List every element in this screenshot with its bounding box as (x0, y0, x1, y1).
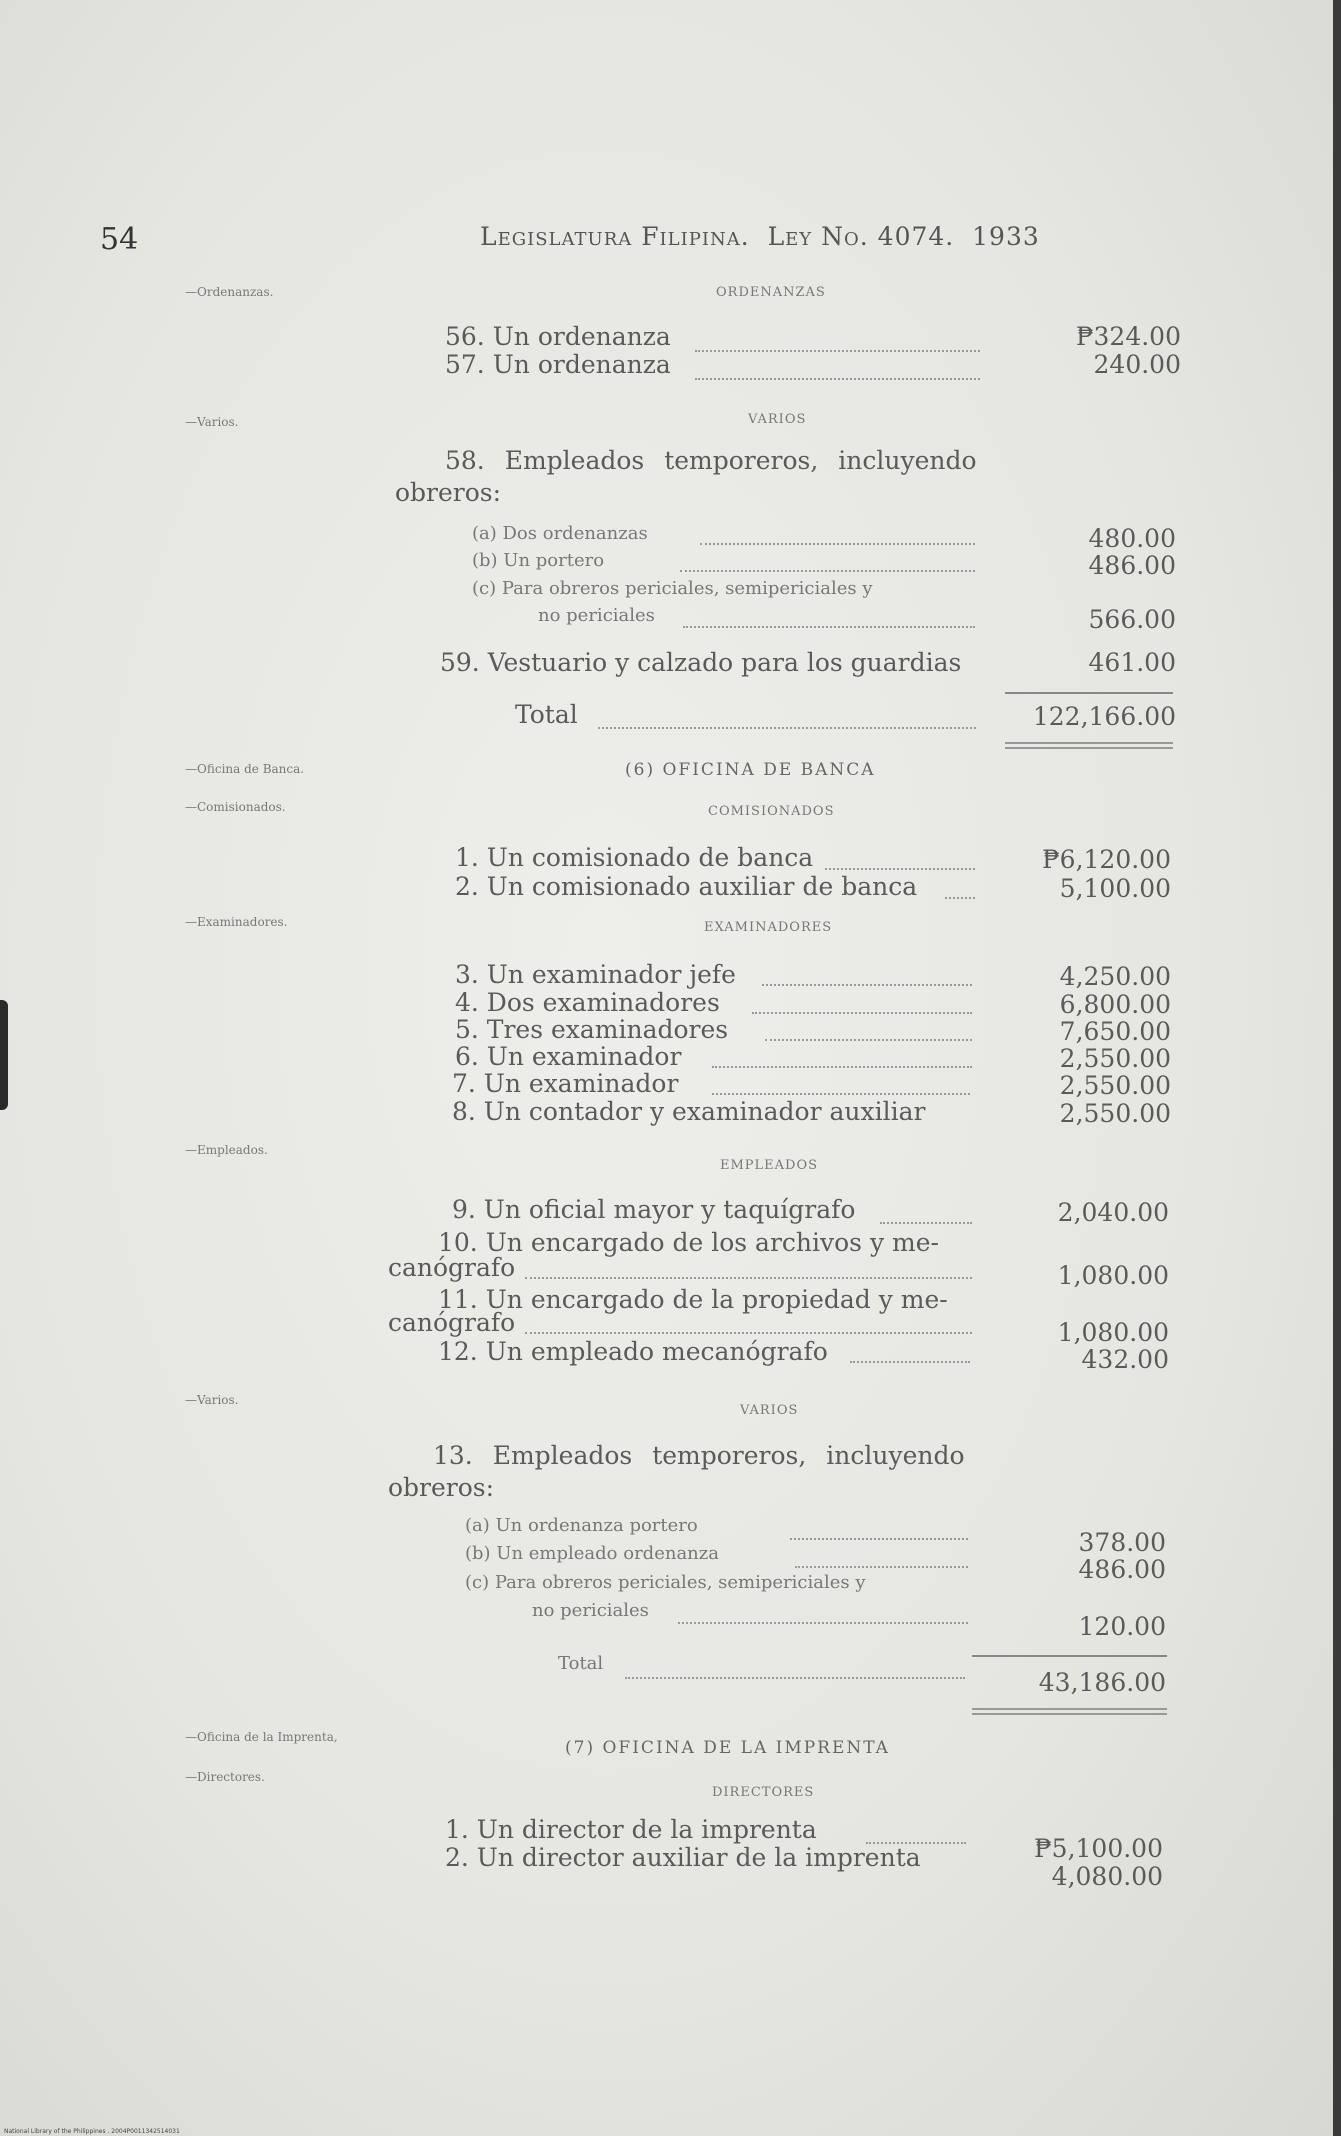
scan-edge (1333, 0, 1341, 2136)
item-label: 1. Un director de la imprenta (445, 1815, 817, 1844)
margin-note-comisionados: —Comisionados. (185, 800, 286, 814)
scan-tab (0, 1000, 8, 1110)
item-label: 3. Un examinador jefe (455, 960, 736, 989)
item-amount: 6,800.00 (1059, 990, 1171, 1019)
item-amount: 7,650.00 (1059, 1017, 1171, 1046)
item-amount: 566.00 (1088, 605, 1176, 634)
item-label: (a) Dos ordenanzas (472, 523, 648, 544)
leader-dots (795, 1566, 968, 1568)
item-amount: 486.00 (1078, 1555, 1166, 1584)
item-amount: 480.00 (1088, 524, 1176, 553)
scan-footer: National Library of the Philippines . 2004P0011342514031 (4, 2128, 180, 2135)
margin-note-directores: —Directores. (185, 1770, 265, 1784)
section-examinadores: EXAMINADORES (704, 920, 833, 935)
leader-dots (752, 1012, 972, 1014)
line-item (445, 322, 671, 351)
leader-dots (683, 626, 975, 628)
total-label: Total (558, 1653, 604, 1674)
item-label: (b) Un portero (472, 550, 605, 571)
line-item (445, 350, 671, 379)
item-amount: 461.00 (1088, 648, 1176, 677)
item-paragraph: 58. Empleados temporeros, incluyendo obreros: (395, 446, 977, 507)
item-label: 7. Un examinador (452, 1069, 679, 1098)
item-amount: 378.00 (1078, 1528, 1166, 1557)
item-label: 9. Un oficial mayor y taquígrafo (452, 1195, 856, 1224)
item-label: 2. Un comisionado auxiliar de banca (455, 872, 918, 901)
page-number: 54 (100, 222, 139, 257)
leader-dots (712, 1066, 972, 1068)
item-amount: 4,250.00 (1059, 962, 1171, 991)
item-amount: 486.00 (1088, 551, 1176, 580)
leader-dots (678, 1622, 968, 1624)
leader-dots (712, 1093, 970, 1095)
item-label: 56. Un ordenanza (445, 322, 671, 351)
leader-dots (525, 1277, 972, 1279)
section-comisionados: COMISIONADOS (708, 804, 835, 819)
item-label: canógrafo (388, 1253, 516, 1282)
item-label: 2. Un director auxiliar de la imprenta (445, 1843, 921, 1872)
section-varios-2: VARIOS (740, 1403, 799, 1418)
leader-dots (598, 727, 976, 729)
section-varios: VARIOS (748, 412, 807, 427)
leader-dots (945, 897, 975, 899)
item-label: no periciales (538, 605, 655, 626)
item-label: (a) Un ordenanza portero (465, 1515, 698, 1536)
leader-dots (762, 984, 972, 986)
section-ordenanzas: ORDENANZAS (716, 285, 826, 300)
item-label: 12. Un empleado mecanógrafo (438, 1337, 828, 1366)
item-amount: ₱324.00 (1075, 322, 1181, 351)
item-label: 5. Tres examinadores (455, 1015, 729, 1044)
item-label: 4. Dos examinadores (455, 988, 720, 1017)
item-label: 1. Un comisionado de banca (455, 843, 814, 872)
item-amount: 1,080.00 (1057, 1318, 1169, 1347)
section-empleados: EMPLEADOS (720, 1158, 819, 1173)
item-label: (b) Un empleado ordenanza (465, 1543, 719, 1564)
total-amount: 122,166.00 (1032, 702, 1176, 731)
item-amount: 240.00 (1093, 350, 1181, 379)
sum-rule (1005, 692, 1173, 694)
leader-dots (695, 378, 980, 380)
margin-note-empleados: —Empleados. (185, 1143, 268, 1157)
header-law: Ley No. 4074. (767, 222, 955, 251)
item-label: no periciales (532, 1600, 649, 1621)
item-amount: ₱5,100.00 (1034, 1834, 1163, 1863)
total-double-rule (1005, 742, 1173, 749)
leader-dots (825, 868, 975, 870)
section-oficina-banca: (6) OFICINA DE BANCA (625, 760, 876, 780)
margin-note-examinadores: —Examinadores. (185, 915, 288, 929)
item-label: (c) Para obreros periciales, semipericiales y (472, 578, 873, 599)
leader-dots (625, 1677, 965, 1679)
header-year: 1933 (972, 222, 1040, 251)
margin-note-varios: —Varios. (185, 415, 239, 429)
margin-note-oficina-imprenta: —Oficina de la Imprenta, (185, 1730, 338, 1744)
running-header (480, 222, 1040, 251)
margin-note-oficina-banca: —Oficina de Banca. (185, 762, 305, 776)
leader-dots (850, 1361, 970, 1363)
leader-dots (880, 1222, 972, 1224)
leader-dots (790, 1538, 968, 1540)
item-amount: 2,040.00 (1057, 1198, 1169, 1227)
item-label: 11. Un encargado de la propiedad y me- (438, 1285, 948, 1314)
total-double-rule (972, 1708, 1167, 1715)
item-label: 8. Un contador y examinador auxiliar (452, 1097, 926, 1126)
total-label: Total (515, 700, 578, 729)
item-amount: 432.00 (1081, 1345, 1169, 1374)
item-label: 6. Un examinador (455, 1042, 682, 1071)
item-amount: 4,080.00 (1051, 1862, 1163, 1891)
section-oficina-imprenta: (7) OFICINA DE LA IMPRENTA (565, 1738, 890, 1758)
leader-dots (765, 1039, 972, 1041)
item-label: canógrafo (388, 1308, 516, 1337)
leader-dots (680, 570, 975, 572)
item-amount: 2,550.00 (1059, 1044, 1171, 1073)
item-amount: 5,100.00 (1059, 874, 1171, 903)
leader-dots (525, 1332, 972, 1334)
item-paragraph: 13. Empleados temporeros, incluyendo obreros: (388, 1441, 965, 1502)
margin-note-varios-2: —Varios. (185, 1393, 239, 1407)
item-amount: 1,080.00 (1057, 1261, 1169, 1290)
item-amount: ₱6,120.00 (1042, 845, 1171, 874)
item-label: 59. Vestuario y calzado para los guardias (440, 648, 962, 677)
item-amount: 2,550.00 (1059, 1099, 1171, 1128)
total-amount: 43,186.00 (1038, 1668, 1166, 1697)
item-label: (c) Para obreros periciales, semipericiales y (465, 1572, 866, 1593)
leader-dots (700, 543, 975, 545)
leader-dots (695, 350, 980, 352)
item-label: 57. Un ordenanza (445, 350, 671, 379)
item-amount: 120.00 (1078, 1612, 1166, 1641)
margin-note-ordenanzas: —Ordenanzas. (185, 285, 274, 299)
item-label: 10. Un encargado de los archivos y me- (438, 1228, 939, 1257)
section-directores: DIRECTORES (712, 1785, 815, 1800)
sum-rule (972, 1655, 1167, 1657)
item-amount: 2,550.00 (1059, 1071, 1171, 1100)
header-title: Legislatura Filipina. (480, 222, 750, 251)
